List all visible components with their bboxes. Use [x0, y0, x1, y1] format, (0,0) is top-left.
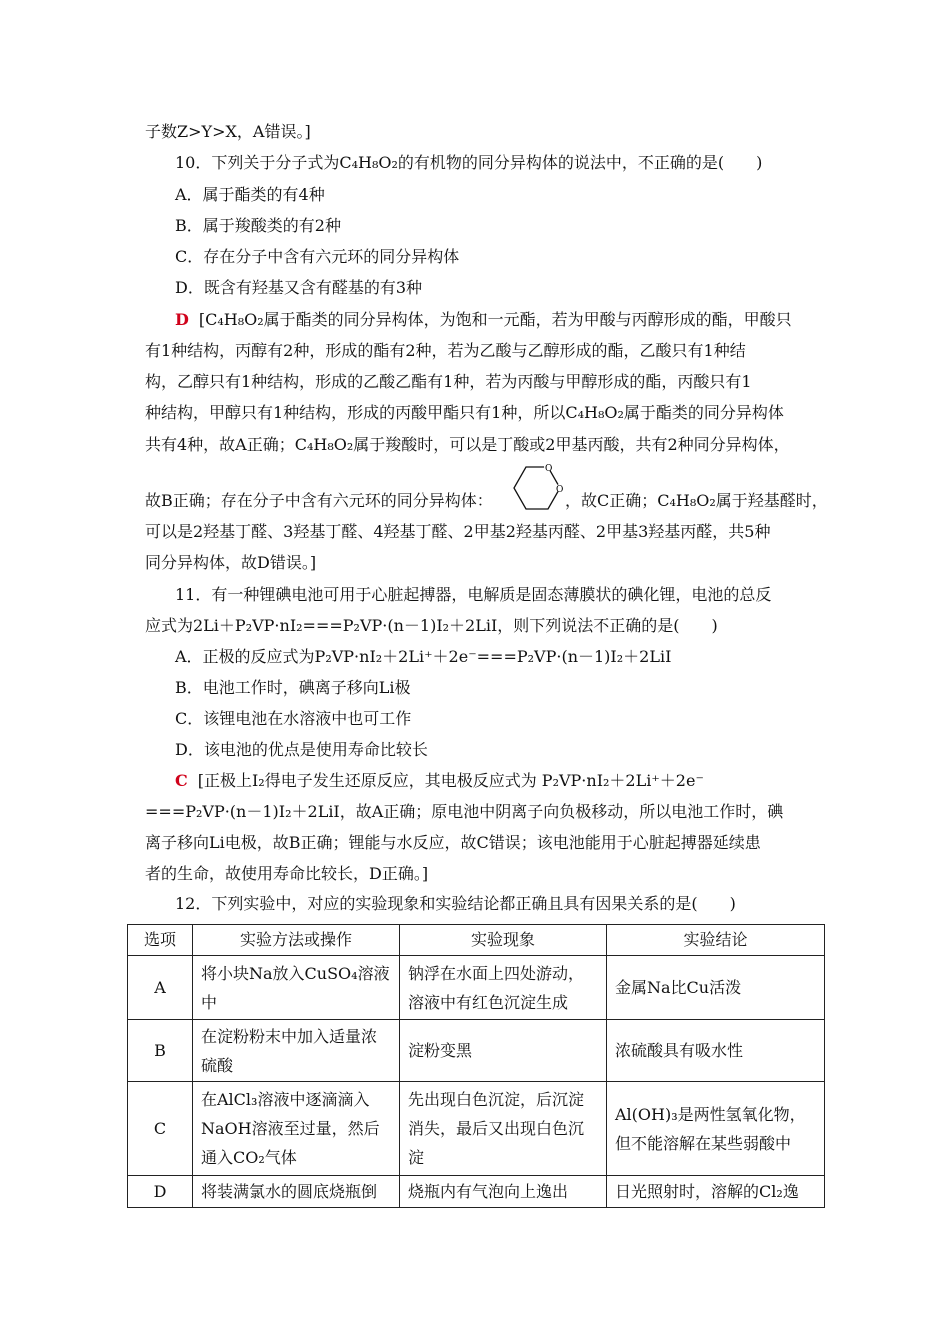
- q11-stem-line-2: 应式为2Li＋P₂VP·nI₂===P₂VP·(n－1)I₂＋2LiI，则下列说法不正确的是( ): [145, 616, 718, 635]
- row-a-conclusion: 金属Na比Cu活泼: [607, 956, 825, 1020]
- q11-option-b: B．电池工作时，碘离子移向Li极: [175, 678, 411, 697]
- row-a-method: 将小块Na放入CuSO₄溶液中: [193, 956, 400, 1020]
- q10-explain-line-8: 同分异构体，故D错误。]: [145, 553, 317, 572]
- q10-explain-line-5: 共有4种，故A正确；C₄H₈O₂属于羧酸时，可以是丁酸或2甲基丙酸，共有2种同分异构体，: [145, 435, 790, 454]
- q10-stem: 10．下列关于分子式为C₄H₈O₂的有机物的同分异构体的说法中，不正确的是( ): [175, 153, 763, 172]
- q11-explain-line-3: 离子移向Li电极，故B正确；锂能与水反应，故C错误；该电池能用于心脏起搏器延续患: [145, 833, 761, 852]
- header-method: 实验方法或操作: [193, 925, 400, 956]
- prev-answer-tail: 子数Z>Y>X，A错误。]: [145, 122, 311, 141]
- header-conclusion: 实验结论: [607, 925, 825, 956]
- q11-explain-text-1: [正极上I₂得电子发生还原反应，其电极反应式为 P₂VP·nI₂＋2Li⁺＋2e⁻: [197, 771, 704, 790]
- q11-option-c: C．该锂电池在水溶液中也可工作: [175, 709, 412, 728]
- row-b-phenomenon: 淀粉变黑: [400, 1020, 607, 1082]
- table-row: [128, 1082, 825, 1176]
- q11-explain-line-1: [175, 770, 704, 792]
- svg-text:O: O: [556, 485, 564, 495]
- q11-answer-letter: C: [175, 771, 188, 790]
- q12-stem: 12．下列实验中，对应的实验现象和实验结论都正确且具有因果关系的是( ): [175, 894, 736, 913]
- row-b-option: B: [128, 1020, 193, 1082]
- row-a-option: A: [128, 956, 193, 1020]
- q10-explain-text-1: [C₄H₈O₂属于酯类的同分异构体，为饱和一元酯，若为甲酸与丙醇形成的酯，甲酸只: [198, 310, 792, 329]
- row-d-phenomenon: 烧瓶内有气泡向上逸出: [400, 1176, 607, 1208]
- q10-explain-line-1: [175, 309, 792, 331]
- q11-option-d: D．该电池的优点是使用寿命比较长: [175, 740, 428, 759]
- q11-explain-line-2: ===P₂VP·(n－1)I₂＋2LiI，故A正确；原电池中阴离子向负极移动，所以电池工作时，碘: [145, 802, 784, 821]
- row-d-method: 将装满氯水的圆底烧瓶倒: [193, 1176, 400, 1208]
- q10-answer-letter: D: [175, 310, 189, 329]
- q10-option-d: D．既含有羟基又含有醛基的有3种: [175, 278, 423, 297]
- row-c-phenomenon: 先出现白色沉淀，后沉淀消失，最后又出现白色沉淀: [400, 1082, 607, 1176]
- row-c-conclusion: Al(OH)₃是两性氢氧化物，但不能溶解在某些弱酸中: [607, 1082, 825, 1176]
- q11-option-a: A．正极的反应式为P₂VP·nI₂＋2Li⁺＋2e⁻===P₂VP·(n－1)I₂＋2LiI: [175, 647, 672, 666]
- table-row: [128, 1176, 825, 1208]
- table-row: [128, 1020, 825, 1082]
- q10-option-c: C．存在分子中含有六元环的同分异构体: [175, 247, 460, 266]
- row-b-method: 在淀粉粉末中加入适量浓硫酸: [193, 1020, 400, 1082]
- row-b-conclusion: 浓硫酸具有吸水性: [607, 1020, 825, 1082]
- q10-option-a: A．属于酯类的有4种: [175, 185, 325, 204]
- row-c-method: 在AlCl₃溶液中逐滴滴入NaOH溶液至过量，然后通入CO₂气体: [193, 1082, 400, 1176]
- header-option: 选项: [128, 925, 193, 956]
- row-d-option: D: [128, 1176, 193, 1208]
- q10-explain-line-6a: 故B正确；存在分子中含有六元环的同分异构体：: [145, 491, 493, 510]
- q10-option-b: B．属于羧酸类的有2种: [175, 216, 341, 235]
- q10-explain-line-7: 可以是2羟基丁醛、3羟基丁醛、4羟基丁醛、2甲基2羟基丙醛、2甲基3羟基丙醛，共5种: [145, 522, 771, 541]
- q10-explain-line-4: 种结构，甲醇只有1种结构，形成的丙酸甲酯只有1种，所以C₄H₈O₂属于酯类的同分异构体: [145, 403, 784, 422]
- experiment-table: [127, 924, 825, 1208]
- row-d-conclusion: 日光照射时，溶解的Cl₂逸: [607, 1176, 825, 1208]
- table-row: [128, 956, 825, 1020]
- q11-explain-line-4: 者的生命，故使用寿命比较长，D正确。]: [145, 864, 429, 883]
- row-a-phenomenon: 钠浮在水面上四处游动，溶液中有红色沉淀生成: [400, 956, 607, 1020]
- q11-stem-line-1: 11．有一种锂碘电池可用于心脏起搏器，电解质是固态薄膜状的碘化锂，电池的总反: [175, 585, 772, 604]
- table-header-row: [128, 925, 825, 956]
- q10-explain-line-3: 构，乙醇只有1种结构，形成的乙酸乙酯有1种，若为丙酸与甲醇形成的酯，丙酸只有1: [145, 372, 752, 391]
- q10-explain-line-6b: ，故C正确；C₄H₈O₂属于羟基醛时，: [565, 491, 828, 510]
- svg-text:O: O: [545, 464, 553, 474]
- six-membered-ring-structure-icon: [512, 464, 562, 512]
- row-c-option: C: [128, 1082, 193, 1176]
- q10-explain-line-2: 有1种结构，丙醇有2种，形成的酯有2种，若为乙酸与乙醇形成的酯，乙酸只有1种结: [145, 341, 746, 360]
- header-phenomenon: 实验现象: [400, 925, 607, 956]
